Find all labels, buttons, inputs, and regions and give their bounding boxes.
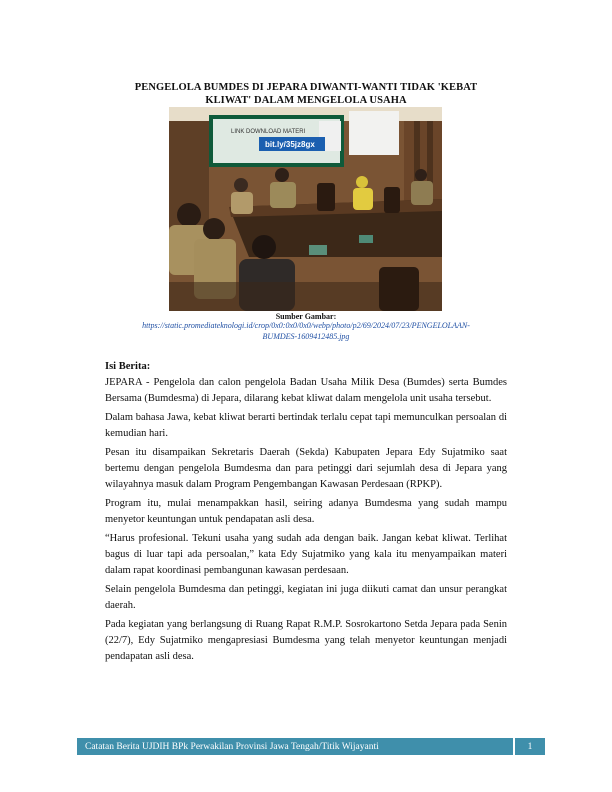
- screen-text-2: bit.ly/35jz8gx: [265, 140, 315, 149]
- paragraph: JEPARA - Pengelola dan calon pengelola Badan Usaha Milik Desa (Bumdes) serta Bumdes Bersama (Bumdesma) di Jepara, dilarang kebat kliwat dalam mengelola unit usaha tersebut.: [105, 377, 507, 404]
- paragraph: Pesan itu disampaikan Sekretaris Daerah (Sekda) Kabupaten Jepara Edy Sujatmiko saat bertemu dengan pengelola Bumdesma dan para petinggi dari sejumlah desa di Jepara yang wilayahnya masuk dalam Program Pengembangan Kawasan Perdesaan (RPKP).: [105, 447, 507, 490]
- news-photo: [169, 107, 442, 311]
- paragraph: Program itu, mulai menampakkan hasil, seiring adanya Bumdesma yang sudah mampu menyetor keuntungan untuk pendapatan asli desa.: [105, 498, 507, 525]
- section-heading: Isi Berita:: [105, 361, 151, 372]
- image-source-url: [110, 321, 502, 342]
- image-source-label: Sumber Gambar:: [275, 312, 337, 321]
- paragraph: “Harus profesional. Tekuni usaha yang sudah ada dengan baik. Jangan kebat kliwat. Terlihat bagus di luar tapi ada persoalan,” kata Edy Sujatmiko yang kala itu menyampaikan materi dalam rapat koordinasi pembangunan kawasan perdesaan.: [105, 533, 507, 576]
- title-line-1: PENGELOLA BUMDES DI JEPARA DIWANTI-WANTI TIDAK 'KEBAT: [134, 82, 478, 93]
- page-footer: [77, 738, 545, 755]
- title-line-2: KLIWAT' DALAM MENGELOLA USAHA: [205, 95, 407, 106]
- article-title: [110, 81, 502, 107]
- page-number: 1: [515, 738, 545, 755]
- article-body: [105, 375, 507, 668]
- image-source-url-line-1: https://static.promediateknologi.id/crop/0x0:0x0/0x0/webp/photo/p2/69/2024/07/23/PENGELOLAAN-: [142, 321, 470, 330]
- footer-text: Catatan Berita UJDIH BPk Perwakilan Provinsi Jawa Tengah/Titik Wijayanti: [77, 738, 513, 755]
- image-source-url-line-2: BUMDES-1609412485.jpg: [262, 331, 350, 341]
- paragraph: Selain pengelola Bumdesma dan petinggi, kegiatan ini juga diikuti camat dan unsur perangkat daerah.: [105, 584, 507, 611]
- screen-text-1: LINK DOWNLOAD MATERI: [231, 129, 306, 135]
- paragraph: Dalam bahasa Jawa, kebat kliwat berarti bertindak terlalu cepat tapi memunculkan persoalan di kemudian hari.: [105, 412, 507, 439]
- paragraph: Pada kegiatan yang berlangsung di Ruang Rapat R.M.P. Sosrokartono Setda Jepara pada Senin (22/7), Edy Sujatmiko mengapresiasi Bumdesma yang telah menyetor keuntungan menjadi pendapatan asli desa.: [105, 619, 507, 662]
